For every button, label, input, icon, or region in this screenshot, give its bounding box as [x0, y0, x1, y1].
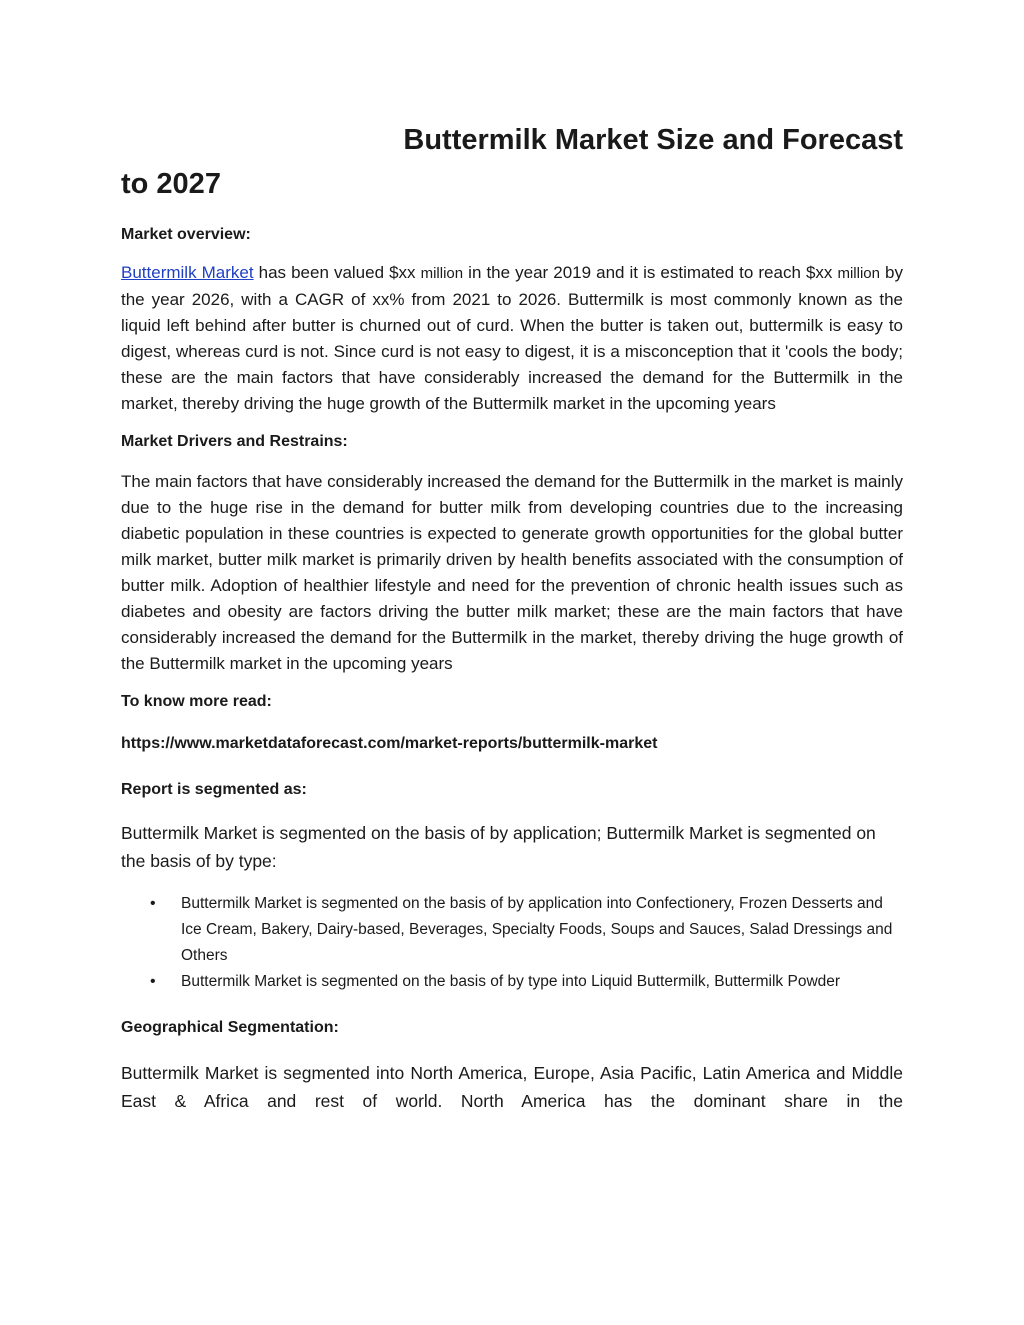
page-title: [121, 118, 903, 206]
bullet-icon: •: [150, 973, 156, 990]
overview-text-c: by the year 2026, with a CAGR of xx% from 2021 to 2026. Buttermilk is most commonly known as the liquid left behind after butter is churned out of curd. When the butter is taken out, buttermilk is easy to digest, whereas curd is not. Since curd is not easy to digest, it is a misconception that it 'cools the body; these are the main factors that have considerably increased the demand for the Buttermilk in the market, thereby driving the huge growth of the Buttermilk market in the upcoming years: [121, 263, 903, 413]
market-drivers-paragraph: The main factors that have considerably increased the demand for the Buttermilk in the market is mainly due to the huge rise in the demand for butter milk from developing countries due to the increasing diabetic population in these countries is expected to generate growth opportunities for the global butter milk market, butter milk market is primarily driven by health benefits associated with the consumption of butter milk. Adoption of healthier lifestyle and need for the prevention of chronic health issues such as diabetes and obesity are factors driving the butter milk market; these are the main factors that have considerably increased the demand for the Buttermilk in the market, thereby driving the huge growth of the Buttermilk market in the upcoming years: [121, 472, 903, 673]
overview-text-a: has been valued $xx: [253, 263, 421, 282]
segmentation-intro: Buttermilk Market is segmented on the basis of by application; Buttermilk Market is segmented on the basis of by type:: [121, 823, 876, 871]
report-url[interactable]: https://www.marketdataforecast.com/market-reports/buttermilk-market: [121, 735, 658, 752]
segmentation-list: [121, 891, 903, 995]
page-title-line-1: Buttermilk Market Size and Forecast: [403, 124, 903, 156]
geographical-heading: Geographical Segmentation:: [121, 1019, 339, 1036]
overview-text-b: in the year 2019 and it is estimated to reach $xx: [463, 263, 838, 282]
buttermilk-market-link[interactable]: Buttermilk Market: [121, 263, 254, 282]
bullet-icon: •: [150, 895, 156, 912]
document-page: [121, 118, 903, 1115]
geographical-paragraph: Buttermilk Market is segmented into North America, Europe, Asia Pacific, Latin America and Middle East & Africa and rest of world. North America has the dominant share in the: [121, 1063, 903, 1111]
list-item-text: Buttermilk Market is segmented on the basis of by type into Liquid Buttermilk, Buttermilk Powder: [181, 973, 841, 990]
list-item: [150, 891, 903, 969]
list-item-text: Buttermilk Market is segmented on the basis of by application into Confectionery, Frozen Desserts and Ice Cream, Bakery, Dairy-based, Beverages, Specialty Foods, Soups and Sauces, Salad Dressings and Others: [181, 895, 893, 964]
market-drivers-heading: Market Drivers and Restrains:: [121, 433, 348, 450]
market-overview-paragraph: [121, 260, 903, 417]
read-more-heading: To know more read:: [121, 693, 272, 710]
overview-unit-a: million: [420, 265, 464, 282]
overview-unit-b: million: [837, 265, 880, 282]
list-item: [150, 969, 903, 995]
market-overview-heading: Market overview:: [121, 226, 251, 243]
page-title-line-2: to 2027: [121, 168, 221, 200]
segmentation-heading: Report is segmented as:: [121, 781, 307, 798]
